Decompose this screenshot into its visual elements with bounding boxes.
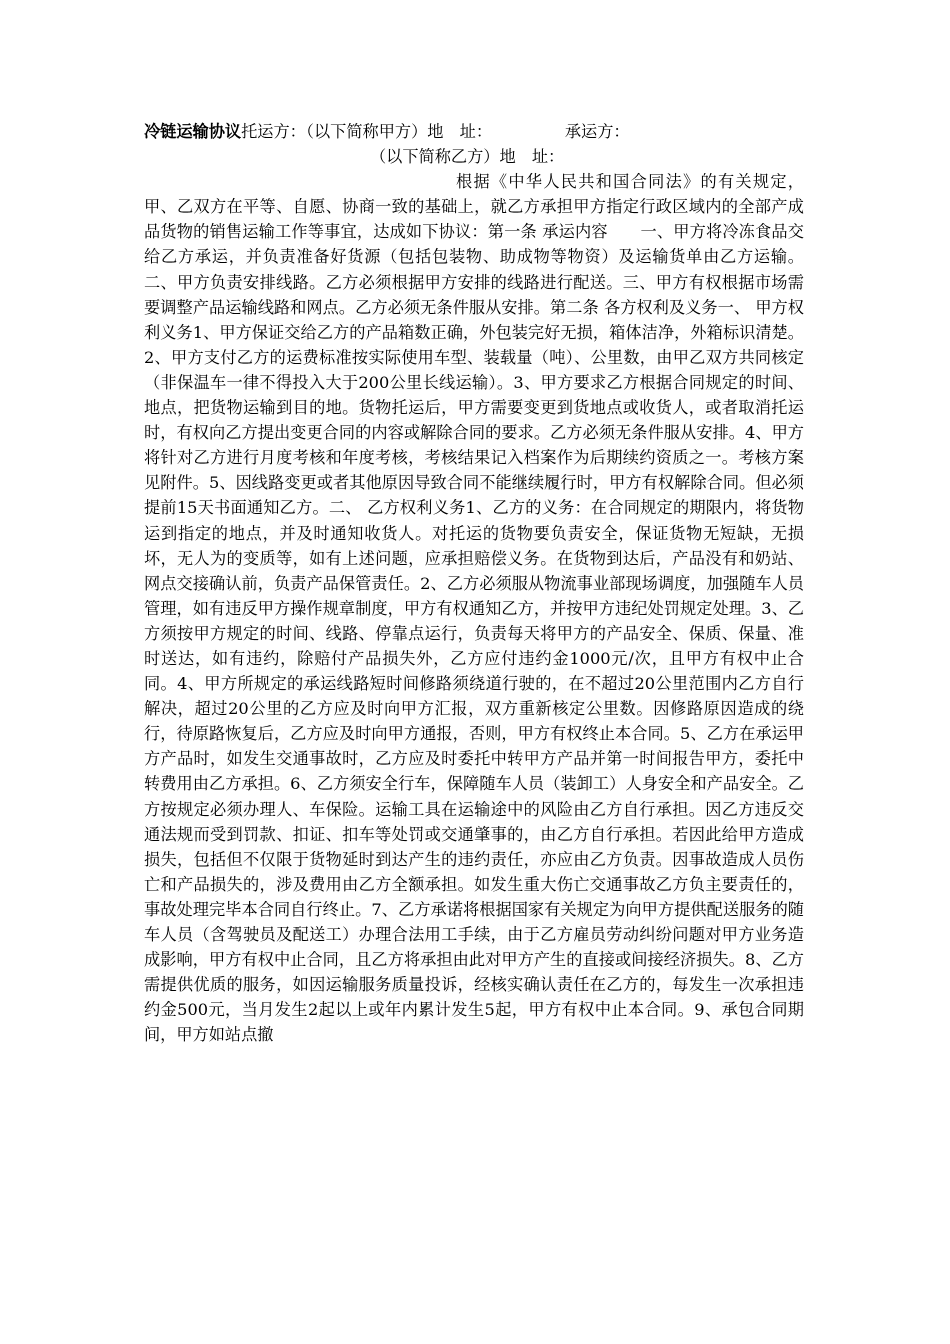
document-body: 根据《中华人民共和国合同法》的有关规定，甲、乙双方在平等、自愿、协商一致的基础上，就乙方承担甲方指定行政区域内的全部产成品货物的销售运输工作等事宜，达成如下协议：第一条 承运内容 一、甲方将冷冻食品交给乙方承运，并负责准备好货源（包括包装物、助成物等物资）及运输货单由乙方运输。二、甲方负责安排线路。乙方必须根据甲方安排的线路进行配送。三、甲方有权根据市场需要调整产品运输线路和网点。乙方必须无条件服从安排。第二条 各方权利及义务一、 甲方权利义务1、甲方保证交给乙方的产品箱数正确，外包装完好无损，箱体洁净，外箱标识清楚。2、甲方支付乙方的运费标准按实际使用车型、装载量（吨）、公里数，由甲乙双方共同核定（非保温车一律不得投入大于200公里长线运输）。3、甲方要求乙方根据合同规定的时间、地点，把货物运输到目的地。货物托运后，甲方需要变更到货地点或收货人，或者取消托运时，有权向乙方提出变更合同的内容或解除合同的要求。乙方必须无条件服从安排。4、甲方将针对乙方进行月度考核和年度考核，考核结果记入档案作为后期续约资质之一。考核方案见附件。5、因线路变更或者其他原因导致合同不能继续履行时，甲方有权解除合同。但必须提前15天书面通知乙方。二、 乙方权利义务1、乙方的义务：在合同规定的期限内，将货物运到指定的地点，并及时通知收货人。对托运的货物要负责安全，保证货物无短缺，无损坏，无人为的变质等，如有上述问题，应承担赔偿义务。在货物到达后，产品没有和奶站、网点交接确认前，负责产品保管责任。2、乙方必须服从物流事业部现场调度，加强随车人员管理，如有违反甲方操作规章制度，甲方有权通知乙方，并按甲方违纪处罚规定处理。3、乙方须按甲方规定的时间、线路、停靠点运行，负责每天将甲方的产品安全、保质、保量、准时送达，如有违约，除赔付产品损失外，乙方应付违约金1000元/次，且甲方有权中止合同。4、甲方所规定的承运线路短时间修路须绕道行驶的，在不超过20公里范围内乙方自行解决，超过20公里的乙方应及时向甲方汇报，双方重新核定公里数。因修路原因造成的绕行，待原路恢复后，乙方应及时向甲方通报，否则，甲方有权终止本合同。5、乙方在承运甲方产品时，如发生交通事故时，乙方应及时委托中转甲方产品并第一时间报告甲方，委托中转费用由乙方承担。6、乙方须安全行车，保障随车人员（装卸工）人身安全和产品安全。乙方按规定必须办理人、车保险。运输工具在运输途中的风险由乙方自行承担。因乙方违反交通法规而受到罚款、扣证、扣车等处罚或交通肇事的，由乙方自行承担。若因此给甲方造成损失，包括但不仅限于货物延时到达产生的违约责任，亦应由乙方负责。因事故造成人员伤亡和产品损失的，涉及费用由乙方全额承担。如发生重大伤亡交通事故乙方负主要责任的，事故处理完毕本合同自行终止。7、乙方承诺将根据国家有关规定为向甲方提供配送服务的随车人员（含驾驶员及配送工）办理合法用工手续，由于乙方雇员劳动纠纷问题对甲方业务造成影响，甲方有权中止合同，且乙方将承担由此对甲方产生的直接或间接经济损失。8、乙方需提供优质的服务，如因运输服务质量投诉，经核实确认责任在乙方的，每发生一次承担违约金500元，当月发生2起以上或年内累计发生5起，甲方有权中止本合同。9、承包合同期间，甲方如站点撤 xyxy=(144,172,804,1045)
header-line-2: （以下简称乙方）地 址： xyxy=(370,147,565,167)
document-title: 冷链运输协议 xyxy=(144,122,242,141)
document-page xyxy=(144,119,804,1047)
header-line-1 xyxy=(144,119,804,144)
header-parties: 托运方：（以下简称甲方）地 址： 承运方： xyxy=(241,122,630,141)
